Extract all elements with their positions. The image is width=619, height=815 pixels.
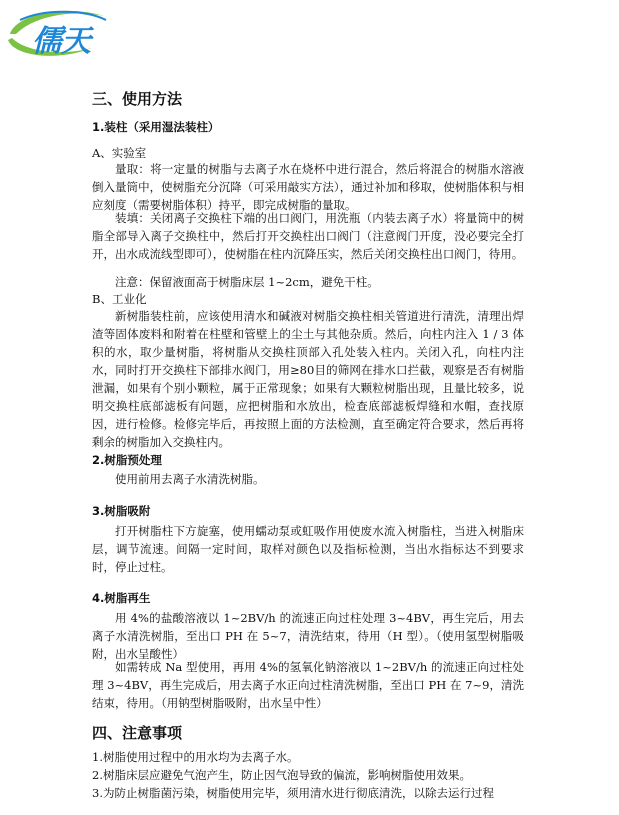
subsection-1-title: 1.装柱（采用湿法装柱）: [92, 120, 220, 134]
lab-note: 注意：保留液面高于树脂床层 1~2cm，避免干柱。: [115, 275, 379, 289]
logo-text: 儒天: [32, 24, 90, 59]
section-4-title: 四、注意事项: [92, 724, 183, 742]
notice-item-2: 2.树脂床层应避免气泡产生，防止因气泡导致的偏流，影响树脂使用效果。: [92, 768, 471, 782]
regeneration-na-paragraph: 如需转成 Na 型使用，再用 4%的氢氧化钠溶液以 1~2BV/h 的流速正向过柱处理 3~4BV，再生完成后，用去离子水正向过柱清洗树脂，至出口 PH 在 7~9，清洗结束，待用。（用钠型树脂吸附，出水呈中性）: [92, 660, 524, 710]
lab-measure-paragraph: 量取：将一定量的树脂与去离子水在烧杯中进行混合，然后将混合的树脂水溶液倒入量筒中，使树脂充分沉降（可采用敲实方法），通过补加和移取，使树脂体积与相应刻度（需要树脂体积）持平，即完成树脂的量取。: [92, 162, 524, 212]
lab-fill-paragraph: 装填：关闭离子交换柱下端的出口阀门，用洗瓶（内装去离子水）将量筒中的树脂全部导入离子交换柱中，然后打开交换柱出口阀门（注意阀门开度，没必要完全打开，出水成流线型即可），使树脂在柱内沉降压实，然后关闭交换柱出口阀门，待用。: [92, 211, 524, 261]
notice-item-3: 3.为防止树脂菌污染，树脂使用完毕，须用清水进行彻底清洗，以除去运行过程: [92, 786, 494, 800]
subsection-2-title: 2.树脂预处理: [92, 453, 162, 467]
industrial-paragraph: 新树脂装柱前，应该使用清水和碱液对树脂交换柱相关管道进行清洗，清理出焊渣等固体废料和附着在柱壁和管壁上的尘土与其他杂质。然后，向柱内注入 1 / 3 体积的水，取少量树脂，将树脂从交换柱顶部入孔处装入柱内。关闭入孔，向柱内注水，同时打开交换柱下部排水阀门，用≥80目的筛网在排水口拦截，观察是否有树脂泄漏，如果有个别小颗粒，属于正常现象；如果有大颗粒树脂出现，且量比较多，说明交换柱底部滤板有问题，应把树脂和水放出，检查底部滤板焊缝和水帽，查找原因，进行检修。检修完毕后，再按照上面的方法检测，直至确定符合要求，然后再将剩余的树脂加入交换柱内。: [92, 309, 524, 449]
lab-label: A、实验室: [92, 146, 147, 160]
adsorption-paragraph: 打开树脂柱下方旋塞，使用蠕动泵或虹吸作用使废水流入树脂柱，当进入树脂床层，调节流速。间隔一定时间，取样对颜色以及指标检测，当出水指标达不到要求时，停止过柱。: [92, 524, 524, 574]
industrial-label: B、工业化: [92, 292, 147, 306]
pretreatment-paragraph: 使用前用去离子水清洗树脂。: [115, 472, 265, 486]
notice-item-1: 1.树脂使用过程中的用水均为去离子水。: [92, 750, 299, 764]
subsection-4-title: 4.树脂再生: [92, 591, 151, 605]
subsection-3-title: 3.树脂吸附: [92, 504, 151, 518]
section-3-title: 三、使用方法: [92, 90, 183, 108]
regeneration-h-paragraph: 用 4%的盐酸溶液以 1~2BV/h 的流速正向过柱处理 3~4BV，再生完后，用去离子水清洗树脂，至出口 PH 在 5~7，清洗结束，待用（H 型）。（使用氢型树脂吸附，出水呈酸性）: [92, 611, 524, 661]
company-logo: [6, 4, 110, 60]
